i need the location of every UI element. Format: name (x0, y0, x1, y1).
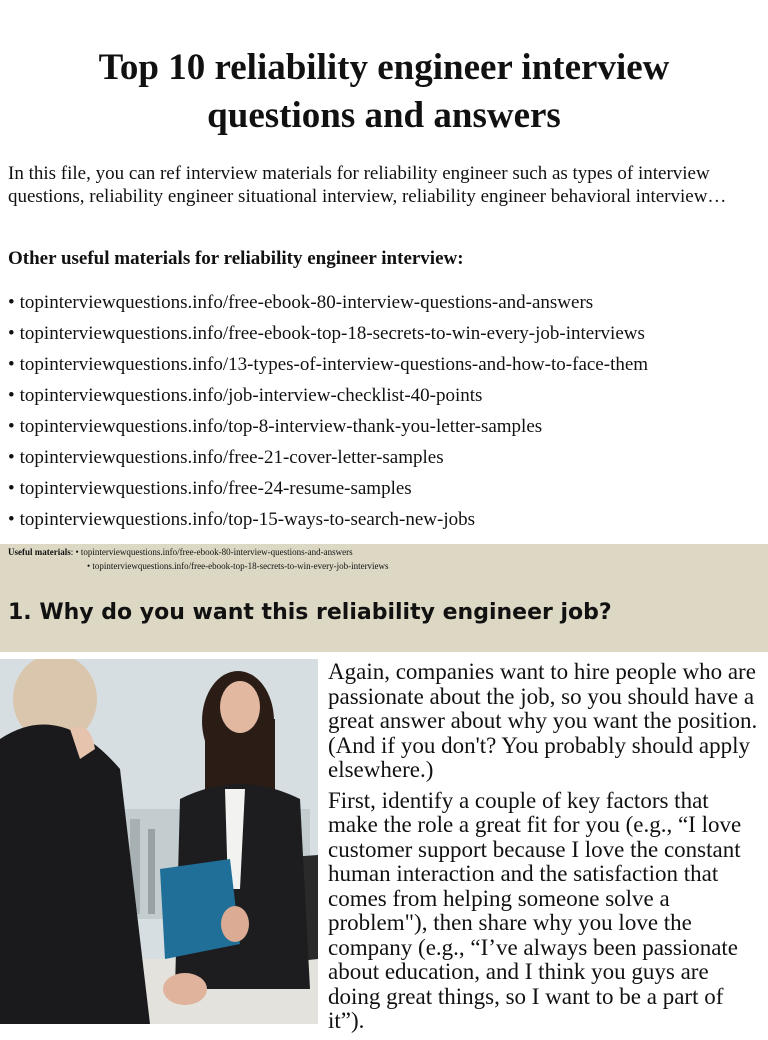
question-header-band (0, 544, 768, 652)
answer-paragraph-2: First, identify a couple of key factors that make the role a great fit for you (e.g., “I love customer support because I love the constant human interaction and the satisfaction that comes from helping someone solve a problem"), then share why you love the company (e.g., “I’ve always been passionate about education, and I think you guys are doing great things, so I want to be a part of it”). (328, 787, 742, 1033)
useful-link-2[interactable]: topinterviewquestions.info/free-ebook-top-18-secrets-to-win-every-job-interviews (92, 561, 389, 571)
material-link[interactable]: topinterviewquestions.info/top-8-interview-thank-you-letter-samples (19, 416, 543, 437)
answer-text (328, 660, 764, 1040)
question-heading: 1. Why do you want this reliability engineer job? (8, 600, 612, 625)
material-link[interactable]: topinterviewquestions.info/13-types-of-interview-questions-and-how-to-face-them (19, 354, 649, 375)
material-link[interactable]: topinterviewquestions.info/free-ebook-80-interview-questions-and-answers (19, 292, 594, 313)
intro-paragraph: In this file, you can ref interview materials for reliability engineer such as types of interview questions, reliability engineer situational interview, reliability engineer behavioral interview… (8, 163, 727, 207)
title-line-2: questions and answers (207, 95, 561, 136)
list-item (8, 504, 648, 535)
list-item (8, 318, 648, 349)
list-item (8, 287, 648, 318)
useful-materials-label: Useful materials (8, 547, 71, 557)
bullet-icon: • (8, 354, 15, 375)
interview-photo (0, 659, 318, 1024)
materials-link-list (8, 287, 648, 535)
bullet-icon: • (8, 509, 15, 530)
list-item (8, 473, 648, 504)
useful-link-1[interactable]: topinterviewquestions.info/free-ebook-80-interview-questions-and-answers (80, 547, 353, 557)
document-title (0, 44, 768, 140)
title-line-1: Top 10 reliability engineer interview (98, 47, 670, 88)
material-link[interactable]: topinterviewquestions.info/free-ebook-top-18-secrets-to-win-every-job-interviews (19, 323, 645, 344)
list-item (8, 442, 648, 473)
bullet-icon: • (8, 323, 15, 344)
bullet-icon: • (8, 385, 15, 406)
list-item (8, 411, 648, 442)
bullet-icon: • (8, 416, 15, 437)
material-link[interactable]: topinterviewquestions.info/free-24-resume-samples (19, 478, 412, 499)
list-item (8, 349, 648, 380)
bullet-icon: • (8, 478, 15, 499)
material-link[interactable]: topinterviewquestions.info/free-21-cover-letter-samples (19, 447, 444, 468)
answer-paragraph-1: Again, companies want to hire people who are passionate about the job, so you should have a great answer about why you want the position. (And if you don't? You probably should apply elsewhere.) (328, 659, 758, 782)
material-link[interactable]: topinterviewquestions.info/job-interview-checklist-40-points (19, 385, 483, 406)
material-link[interactable]: topinterviewquestions.info/top-15-ways-to-search-new-jobs (19, 509, 476, 530)
materials-heading: Other useful materials for reliability engineer interview: (8, 248, 464, 269)
bullet-icon: • (8, 292, 15, 313)
interview-illustration (0, 659, 318, 1024)
bullet-icon: • (8, 447, 15, 468)
list-item (8, 380, 648, 411)
useful-materials-note: Useful materials: • topinterviewquestions.info/free-ebook-80-interview-questions-and-answers • topinterviewquestions.info/free-ebook-top-18-secrets-to-win-every-job-interviews (8, 547, 389, 571)
